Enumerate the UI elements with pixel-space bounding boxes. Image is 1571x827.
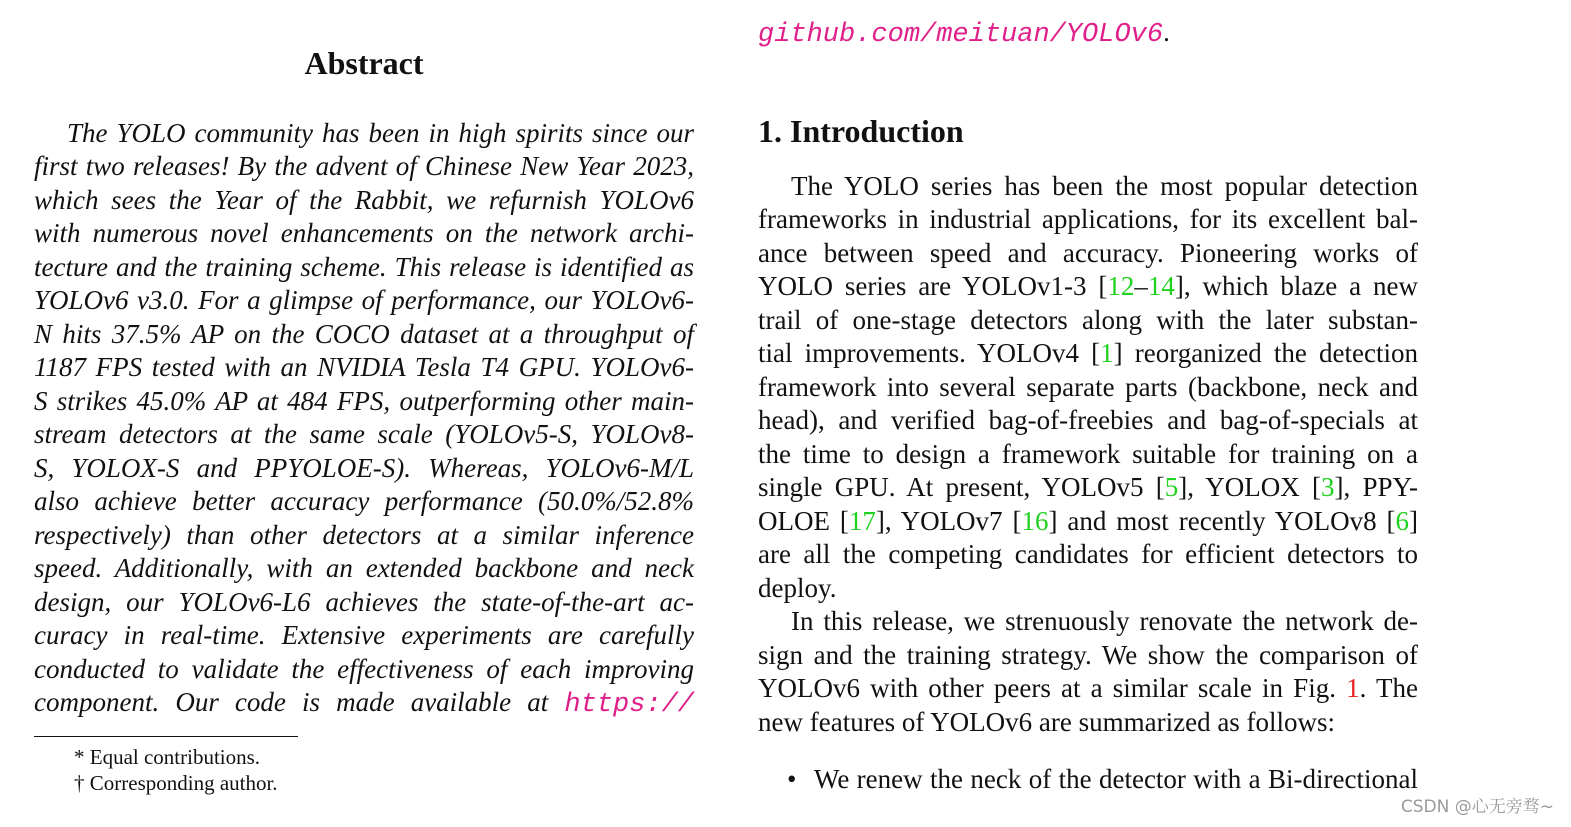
- footnote-rule: [34, 736, 298, 737]
- abstract-line: curacy in real-time. Extensive experiments are carefully: [34, 620, 694, 650]
- intro-text: ]: [1409, 506, 1418, 536]
- abstract-line: respectively) than other detectors at a similar inference: [34, 520, 694, 550]
- intro-line: [758, 336, 1418, 370]
- citation-link[interactable]: 14: [1147, 271, 1175, 301]
- bullet-icon: •: [787, 764, 797, 794]
- intro-line: ance between speed and accuracy. Pioneering works of: [758, 238, 1418, 268]
- code-url-link-part1[interactable]: https://: [564, 690, 695, 720]
- intro-text: single GPU. At present, YOLOv5 [: [758, 472, 1165, 502]
- citation-link[interactable]: 17: [848, 506, 876, 536]
- abstract-last-line: [34, 685, 694, 719]
- intro-line: The YOLO series has been the most popular detection: [791, 171, 1418, 201]
- abstract-last-line-text: component. Our code is made available at: [34, 687, 549, 717]
- intro-text: tial improvements. YOLOv4 [: [758, 338, 1101, 368]
- abstract-line: 1187 FPS tested with an NVIDIA Tesla T4 GPU. YOLOv6-: [34, 352, 694, 382]
- citation-range-dash: –: [1134, 271, 1148, 301]
- abstract-line: YOLOv6 v3.0. For a glimpse of performance, our YOLOv6-: [34, 285, 694, 315]
- abstract-line: conducted to validate the effectiveness of each improving: [34, 654, 694, 684]
- url-period: .: [1163, 17, 1170, 47]
- intro-text: ] and most recently YOLOv8 [: [1048, 506, 1396, 536]
- intro-line: frameworks in industrial applications, for its excellent bal-: [758, 204, 1418, 234]
- abstract-line: speed. Additionally, with an extended backbone and neck: [34, 553, 694, 583]
- citation-link[interactable]: 6: [1395, 506, 1409, 536]
- intro-text: OLOE [: [758, 506, 849, 536]
- abstract-line: stream detectors at the same scale (YOLOv5-S, YOLOv8-: [34, 419, 694, 449]
- intro-line: sign and the training strategy. We show the comparison of: [758, 640, 1418, 670]
- introduction-heading: 1. Introduction: [758, 113, 964, 149]
- footnote-corresponding-author: † Corresponding author.: [74, 771, 278, 795]
- citation-link[interactable]: 5: [1164, 472, 1179, 502]
- citation-link[interactable]: 1: [1100, 338, 1114, 368]
- abstract-line: design, our YOLOv6-L6 achieves the state-of-the-art ac-: [34, 587, 694, 617]
- abstract-line: S, YOLOX-S and PPYOLOE-S). Whereas, YOLOv6-M/L: [34, 453, 694, 483]
- intro-text: YOLOv6 with other peers at a similar scale in Fig.: [758, 673, 1336, 703]
- intro-line: [758, 504, 1418, 538]
- citation-link[interactable]: 3: [1320, 472, 1335, 502]
- intro-text: YOLO series are YOLOv1-3 [: [758, 271, 1108, 301]
- abstract-line: N hits 37.5% AP on the COCO dataset at a throughput of: [34, 319, 694, 349]
- intro-text: ], YOLOv7 [: [875, 506, 1022, 536]
- code-url-continuation: [758, 15, 1170, 52]
- intro-line: In this release, we strenuously renovate the network de-: [791, 606, 1418, 636]
- intro-line: trail of one-stage detectors along with the later substan-: [758, 305, 1418, 335]
- intro-line: [758, 269, 1418, 303]
- intro-line: [758, 671, 1418, 705]
- abstract-line: The YOLO community has been in high spirits since our: [67, 118, 694, 148]
- abstract-line: also achieve better accuracy performance (50.0%/52.8%: [34, 486, 694, 516]
- citation-link[interactable]: 16: [1021, 506, 1049, 536]
- intro-line: head), and verified bag-of-freebies and bag-of-specials at: [758, 405, 1418, 435]
- bullet-item: We renew the neck of the detector with a Bi-directional: [814, 764, 1418, 794]
- intro-text: ] reorganized the detection: [1113, 338, 1418, 368]
- intro-text: ], YOLOX [: [1178, 472, 1321, 502]
- intro-line: the time to design a framework suitable for training on a: [758, 439, 1418, 469]
- abstract-heading: Abstract: [304, 45, 424, 81]
- intro-text: ], which blaze a new: [1174, 271, 1418, 301]
- intro-text: . The: [1359, 673, 1418, 703]
- intro-line: deploy.: [758, 573, 837, 603]
- intro-line: [758, 470, 1418, 504]
- abstract-line: which sees the Year of the Rabbit, we refurnish YOLOv6: [34, 185, 694, 215]
- footnote-equal-contributions: * Equal contributions.: [74, 745, 261, 769]
- intro-line: framework into several separate parts (backbone, neck and: [758, 372, 1418, 402]
- citation-link[interactable]: 12: [1107, 271, 1135, 301]
- figure-ref-link[interactable]: 1: [1346, 673, 1360, 703]
- code-url-link-part2[interactable]: github.com/meituan/YOLOv6: [758, 20, 1164, 50]
- intro-line: new features of YOLOv6 are summarized as follows:: [758, 707, 1336, 737]
- abstract-line: tecture and the training scheme. This release is identified as: [34, 252, 694, 282]
- csdn-watermark: CSDN @心无旁骛~: [1400, 797, 1554, 817]
- abstract-line: with numerous novel enhancements on the network archi-: [34, 218, 694, 248]
- abstract-line: S strikes 45.0% AP at 484 FPS, outperforming other main-: [34, 386, 694, 416]
- intro-line: are all the competing candidates for efficient detectors to: [758, 539, 1418, 569]
- intro-text: ], PPY-: [1334, 472, 1418, 502]
- abstract-line: first two releases! By the advent of Chinese New Year 2023,: [34, 151, 694, 181]
